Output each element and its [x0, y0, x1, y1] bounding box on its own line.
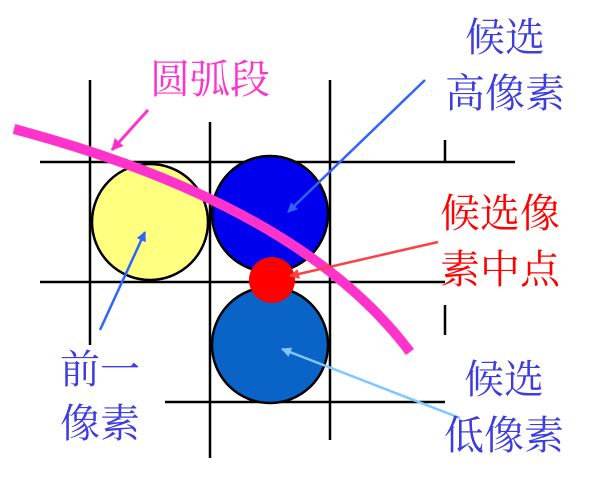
candidate-low-pixel — [212, 287, 328, 403]
arc-label: 圆弧段 — [150, 57, 270, 103]
candidate-high-label-line1: 候选 — [465, 15, 545, 61]
candidate-midpoint-label-line2: 素中点 — [440, 247, 560, 293]
candidate-midpoint — [249, 257, 295, 303]
previous-pixel — [92, 164, 208, 280]
candidate-low-label-line1: 候选 — [464, 357, 544, 403]
previous-pixel-label-line1: 前一 — [60, 347, 140, 393]
previous-pixel-label-line2: 像素 — [60, 401, 140, 447]
arrow-high-pixel — [288, 80, 425, 212]
candidate-midpoint-label-line1: 候选像 — [440, 191, 560, 237]
candidate-high-label-line2: 高像素 — [445, 71, 565, 117]
candidate-low-label-line2: 低像素 — [444, 413, 564, 459]
arrow-arc — [112, 110, 148, 150]
